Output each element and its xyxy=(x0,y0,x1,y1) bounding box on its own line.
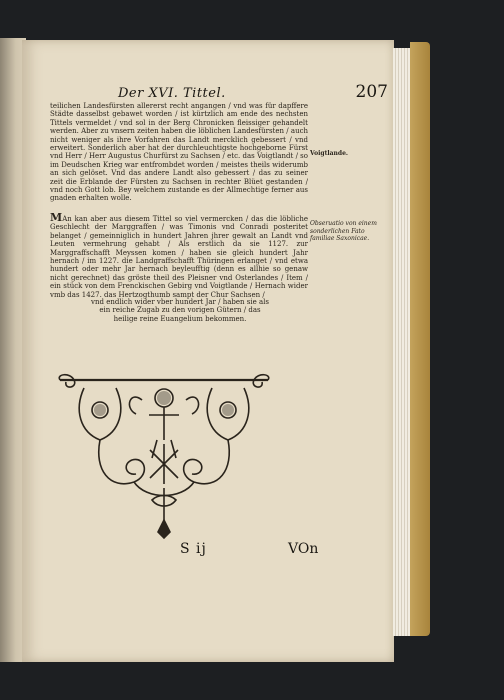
page-number: 207 xyxy=(355,82,388,102)
closing-lines: vnd endlich wider vber hundert Jar / haben sie als ein reiche Zugab zu den vorigen Gütern / das heilige reine Euangelium bekommen. xyxy=(91,298,269,323)
paragraph-1: teilichen Landesfürsten allererst recht angangen / vnd was für dapffere Städte dasselbst gebawet worden / ist kürtzlich am ende des nechsten Tittels vermeldet / vnd sol in der Berg Chronicken fleissiger gehandelt werden. Aber zu vnsern zeiten haben die löblichen Landesfürsten / auch nicht weniger als ihre Vorfahren das Landt mercklich gebessert / vnd erweitert. Sonderlich aber hat der durchleuchtigste hochgeborne Fürst vnd Herr / Herr Augustus Churfürst zu Sachsen / etc. das Voigtlandt / so im Deudschen Krieg war entfrombdet worden / meistes theils widerumb an sich gelöset. Vnd das andere Landt also gebessert / das zu seiner zeit die Erblande der Fürsten zu Sachsen in rechter Blüet gestanden / vnd noch Gott lob. Bey welchem zustande es der Allmechtige ferner aus gnaden erhalten wolle. xyxy=(50,102,308,203)
catchword: VOn xyxy=(288,541,319,557)
signature-mark: S ij xyxy=(180,541,207,557)
marginal-note-voigtlande: Voigtlande. xyxy=(310,150,348,157)
running-title: Der XVI. Tittel. xyxy=(118,86,226,101)
drop-cap: M xyxy=(50,211,63,224)
paragraph-2-text: An kan aber aus diesem Tittel so viel vermercken / das die löbliche Geschlecht der Marggraffen / was Timonis vnd Conradi posteritet belanget / gemeinniglich in hundert Jahren jhrer gewalt an Landt vnd Leuten vermehrung gehabt / Als erstlich da sie 1127. zur Marggraffschafft Meyssen komen / haben sie gleich hundert Jahr hernach / im 1227. die Landgraffschafft Thüringen erlanget / vnd etwa hundert oder mehr Jar hernach beyleufftig (denn es allhie so genaw nicht gerechnet) das gröste theil des Pleisner vnd Osterlandes / Item / ein stück von dem Frenckischen Gebirg vnd Voigtlande / Hernach wider vmb das 1427. das Hertzogthumb sampt der Chur Sachsen / xyxy=(50,215,308,299)
paragraph-2 xyxy=(50,211,308,299)
marginal-note-observatio: Obseruatio von einem sonderlichen Fato familiae Saxonicae. xyxy=(310,220,377,242)
tailpiece-ornament-icon xyxy=(54,370,274,540)
book-cover-edge xyxy=(410,42,430,636)
